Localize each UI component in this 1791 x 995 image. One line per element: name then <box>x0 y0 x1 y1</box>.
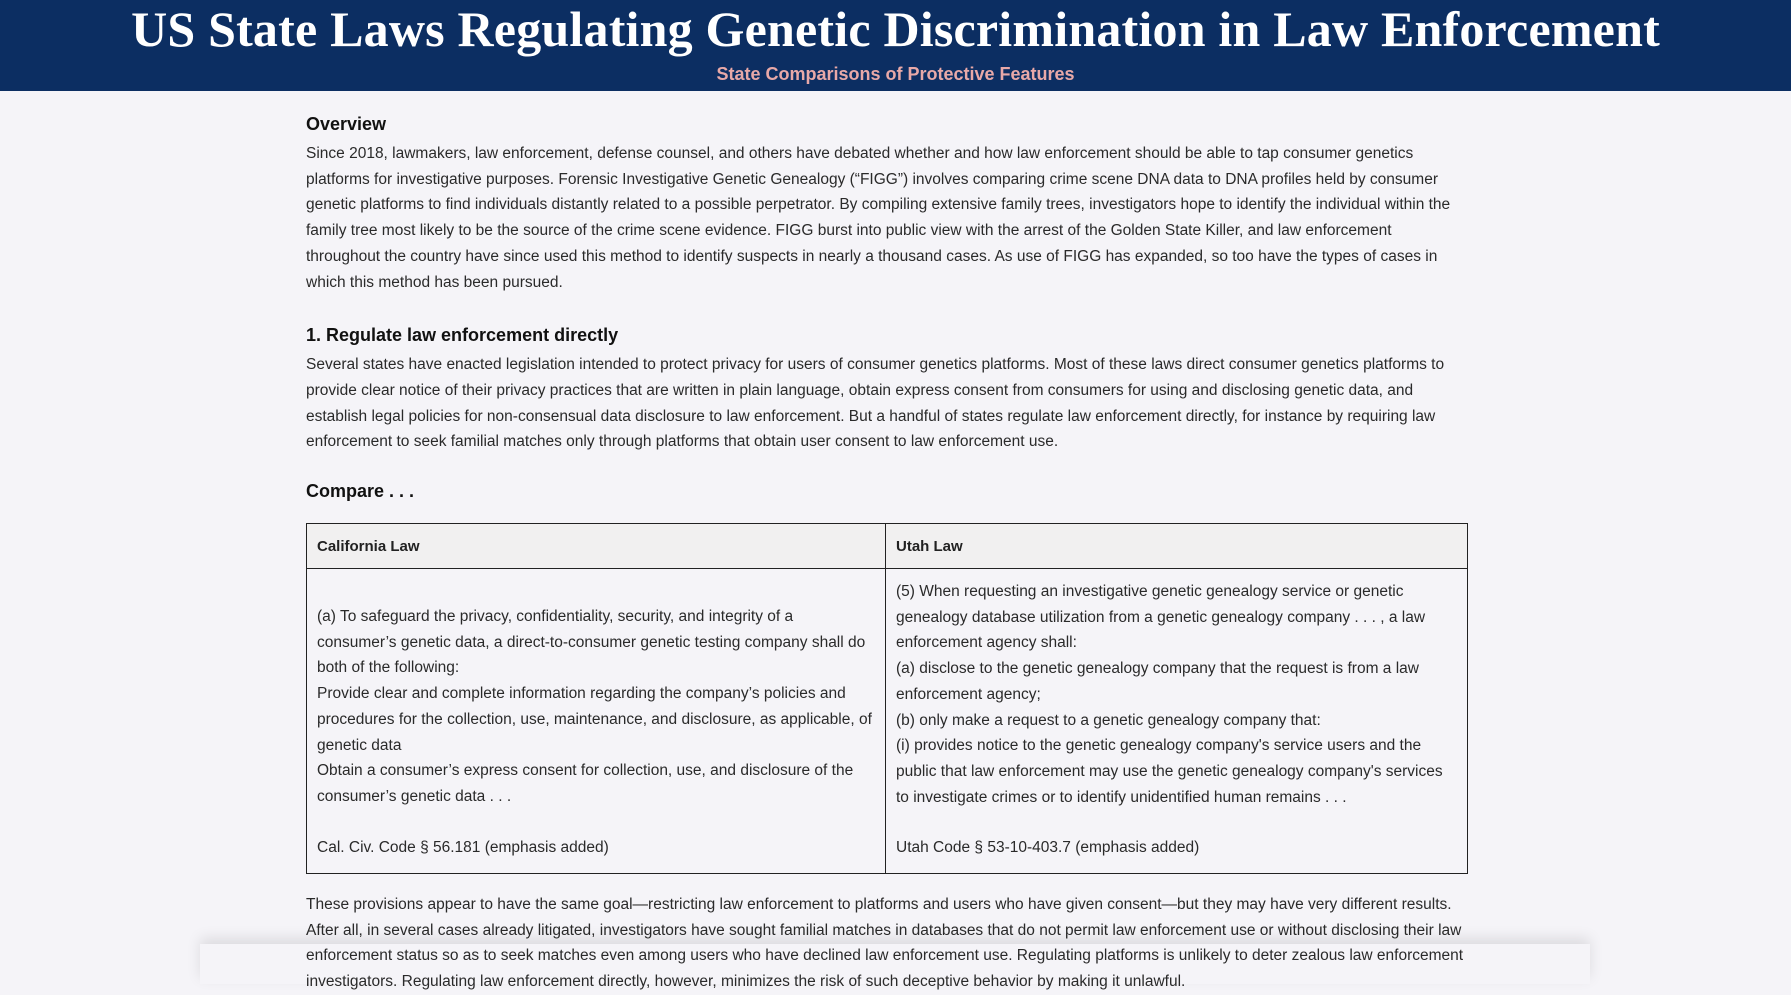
california-citation: Cal. Civ. Code § 56.181 (emphasis added) <box>317 838 609 856</box>
regulate-text: Several states have enacted legislation intended to protect privacy for users of consumer genetics platforms. Most of these laws direct consumer genetics platforms to provide clear notice of their privacy practices that are written in plain language, obtain express consent from consumers for using and disclosing genetic data, and establish legal policies for non-consensual data disclosure to law enforcement. But a handful of states regulate law enforcement directly, for instance by requiring law enforcement to seek familial matches only through platforms that obtain user consent to law enforcement use. <box>306 356 1445 451</box>
utah-line: (b) only make a request to a genetic genealogy company that: <box>896 711 1321 729</box>
california-line: Obtain a consumer’s express consent for collection, use, and disclosure of the consumer’s genetic data . . . <box>317 762 854 805</box>
table-row <box>307 569 1468 874</box>
california-line: (a) To safeguard the privacy, confidentiality, security, and integrity of a consumer’s genetic data, a direct-to-consumer genetic testing company shall do both of the following: <box>317 608 866 677</box>
comparison-table <box>306 523 1468 874</box>
utah-line: (a) disclose to the genetic genealogy company that the request is from a law enforcement agency; <box>896 660 1419 703</box>
table-header-row <box>307 524 1468 569</box>
page-title: US State Laws Regulating Genetic Discrimination in Law Enforcement <box>131 1 1660 57</box>
column-header-california: California Law <box>307 524 886 569</box>
utah-law-cell <box>886 569 1468 874</box>
compare-section <box>306 481 1468 874</box>
overview-text: Since 2018, lawmakers, law enforcement, defense counsel, and others have debated whether and how law enforcement should be able to tap consumer genetics platforms for investigative purposes. Forensic Investigative Genetic Genealogy (“FIGG”) involves comparing crime scene DNA data to DNA profiles held by consumer genetic platforms to find individuals distantly related to a possible perpetrator. By compiling extensive family trees, investigators hope to identify the individual within the family tree most likely to be the source of the crime scene evidence. FIGG burst into public view with the arrest of the Golden State Killer, and law enforcement throughout the country have since used this method to identify suspects in nearly a thousand cases. As use of FIGG has expanded, so too have the types of cases in which this method has been pursued. <box>306 145 1451 291</box>
page-header <box>0 0 1791 91</box>
page-subtitle: State Comparisons of Protective Features <box>716 64 1075 84</box>
california-line: Provide clear and complete information regarding the company’s policies and procedures for the collection, use, maintenance, and disclosure, as applicable, of genetic data <box>317 685 872 754</box>
california-law-cell <box>307 569 886 874</box>
overview-section <box>306 114 1468 295</box>
conclusion-text: These provisions appear to have the same goal—restricting law enforcement to platforms and users who have given consent—but they may have very different results. After all, in several cases already litigated, investigators have sought familial matches in databases that do not permit law enforcement use or without disclosing their law enforcement status so as to seek matches even among users who have declined law enforcement use. Regulating platforms is unlikely to deter zealous law enforcement investigators. Regulating law enforcement directly, however, minimizes the risk of such deceptive behavior by making it unlawful. <box>306 896 1464 991</box>
overview-heading: Overview <box>306 114 387 134</box>
compare-heading: Compare . . . <box>306 481 415 502</box>
utah-line: (5) When requesting an investigative genetic genealogy service or genetic genealogy database utilization from a genetic genealogy company . . . , a law enforcement agency shall: <box>896 583 1426 652</box>
california-law-text <box>317 579 875 860</box>
regulate-section <box>306 325 1468 455</box>
column-header-utah: Utah Law <box>886 524 1468 569</box>
regulate-heading: 1. Regulate law enforcement directly <box>306 325 619 346</box>
bottom-shadow <box>200 944 1590 984</box>
utah-citation: Utah Code § 53-10-403.7 (emphasis added) <box>896 839 1200 857</box>
main-content <box>306 114 1468 995</box>
utah-line: (i) provides notice to the genetic genealogy company's service users and the public that law enforcement may use the genetic genealogy company's services to investigate crimes or to identify unidentified human remains . . . <box>896 737 1443 806</box>
